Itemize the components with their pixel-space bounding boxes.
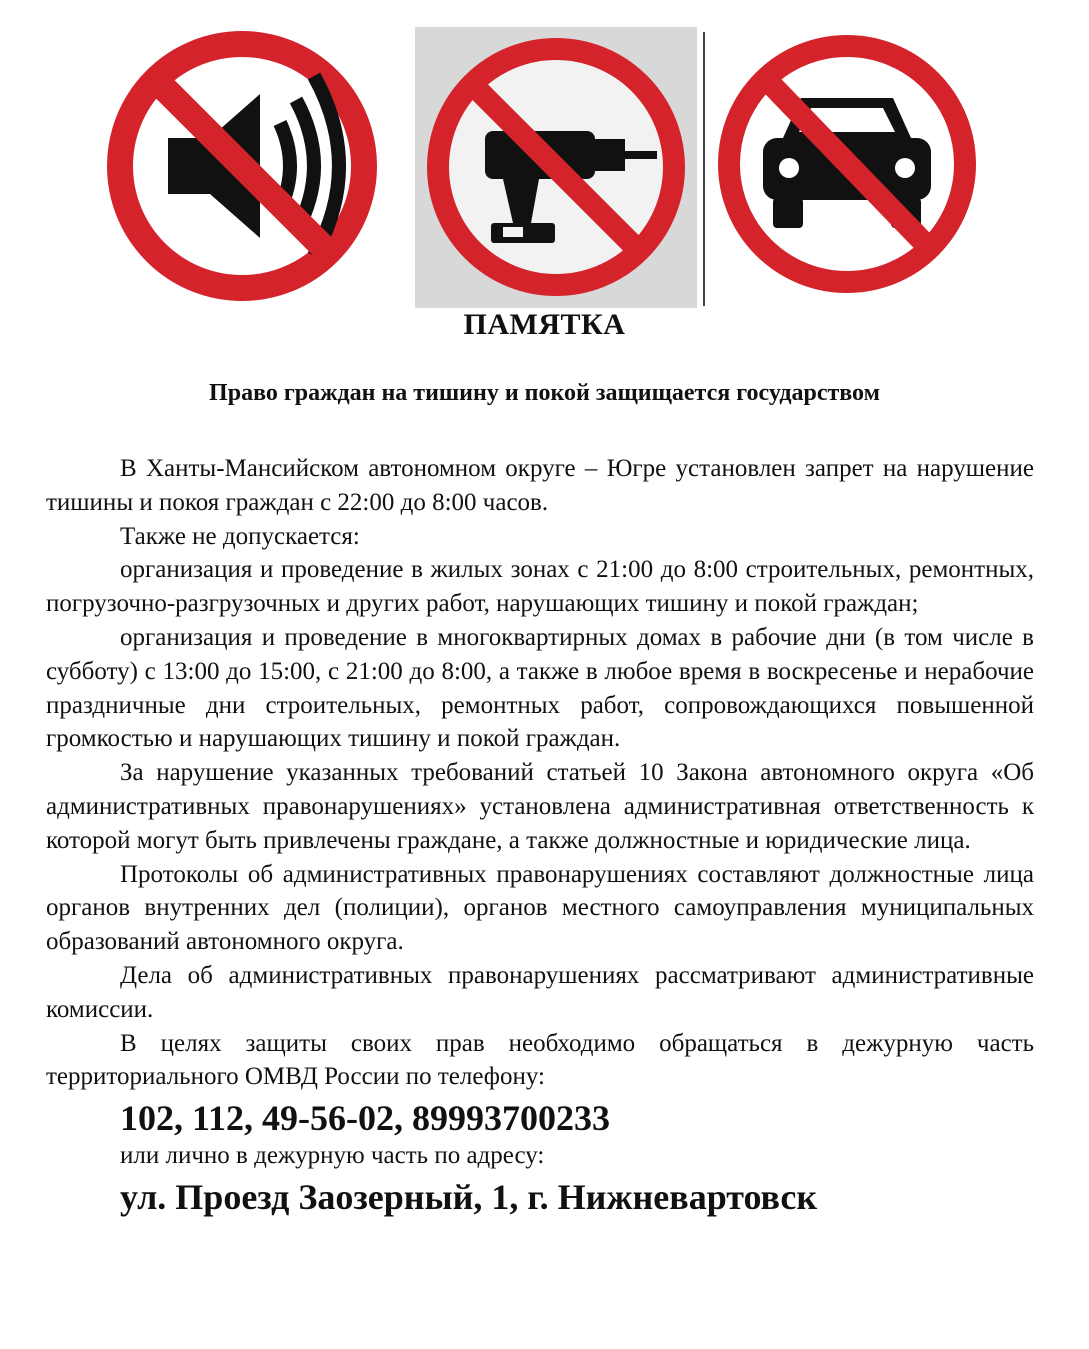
memo-body [46,452,1034,1220]
paragraph-also-prohibited: Также не допускается: [120,522,360,550]
address: ул. Проезд Заозерный, 1, г. Нижневартовск [120,1177,818,1218]
page-subtitle: Право граждан на тишину и покой защищается государством [209,380,880,406]
paragraph-liability: За нарушение указанных требований статьей 10 Закона автономного округа «Об административных правонарушениях» установлена административная ответственность к которой могут быть привлечены граждане, а также должностные и юридические лица. [46,759,1034,854]
no-drilling-icon [415,27,697,308]
paragraph-protocols: Протоколы об административных правонарушениях составляют должностные лица органов внутренних дел (полиции), органов местного самоуправления муниципальных образований автономного округа. [46,860,1034,956]
paragraph-apartment-works: организация и проведение в многоквартирных домах в рабочие дни (в том числе в субботу) с 13:00 до 15:00, с 21:00 до 8:00, а также в любое время в воскресенье и нерабочие праздничные дни строительных, ремонтных работ, сопровождающихся повышенной громкостью и нарушающих тишину и покой граждан. [46,623,1034,753]
no-loud-sound-icon [100,28,400,304]
no-cars-icon [713,28,981,300]
page-title: ПАМЯТКА [463,308,626,341]
in-person-text: или лично в дежурную часть по адресу: [120,1142,545,1170]
prohibition-signs [0,0,1089,310]
paragraph-curfew: В Ханты-Мансийском автономном округе – Югре установлен запрет на нарушение тишины и покоя граждан с 22:00 до 8:00 часов. [46,455,1034,516]
phone-numbers: 102, 112, 49-56-02, 89993700233 [120,1098,610,1139]
paragraph-residential-works: организация и проведение в жилых зонах с 21:00 до 8:00 строительных, ремонтных, погрузочно-разгрузочных и других работ, нарушающих тишину и покой граждан; [46,556,1034,618]
paragraph-contact: В целях защиты своих прав необходимо обращаться в дежурную часть территориального ОМВД России по телефону: [46,1029,1034,1091]
image-divider [703,32,705,306]
paragraph-commissions: Дела об административных правонарушениях рассматривают административные комиссии. [46,961,1034,1023]
